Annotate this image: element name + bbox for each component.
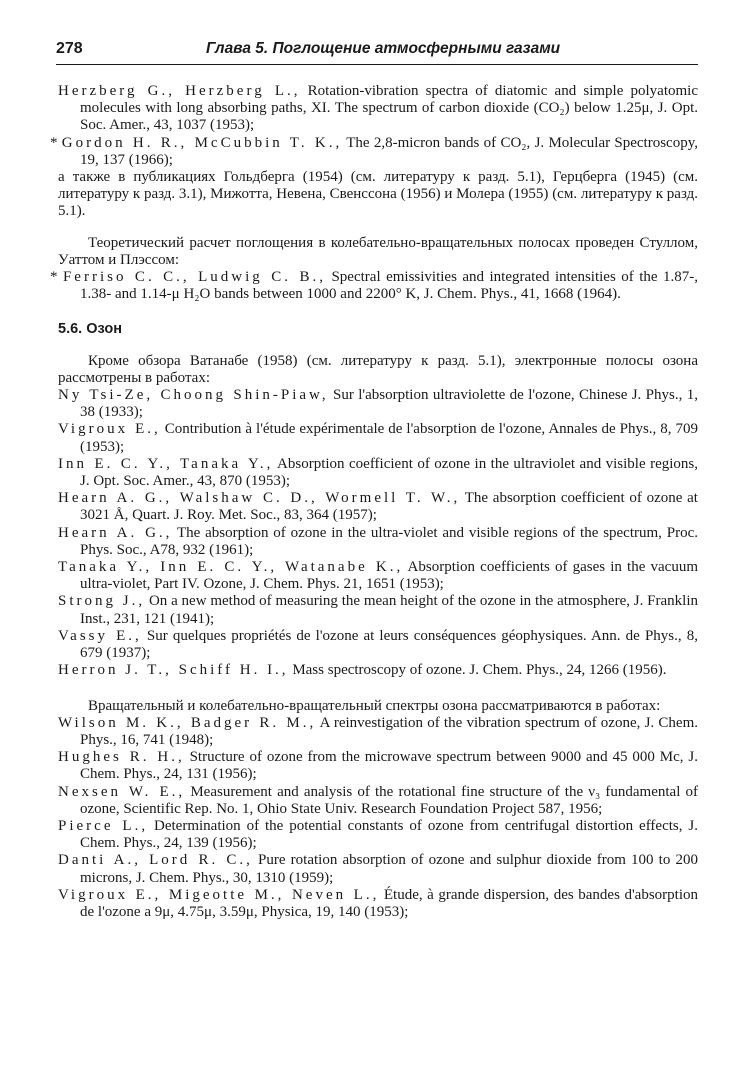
reference-item xyxy=(58,818,698,852)
reference-authors: Tanaka Y., Inn E. C. Y., Watanabe K., xyxy=(58,559,404,576)
reference-item xyxy=(58,662,698,679)
paragraph-rotational-intro: Вращательный и колебательно-вращательный спектры озона рассматриваются в работах: xyxy=(88,697,661,714)
reference-authors: Pierce L., xyxy=(58,817,149,834)
paragraph-theory-intro: Теоретический расчет поглощения в колебательно-вращательных полосах проведен Стуллом, Уаттом и Плэссом: xyxy=(58,234,698,268)
reference-text: Pure rotation absorption of ozone and sulphur dioxide from 100 to 200 microns, J. Chem. Phys., 30, 1310 (1959); xyxy=(80,852,698,886)
reference-text: Sur quelques propriétés de l'ozone at leurs conséquences géophysiques. Ann. de Phys., 8, 679 (1937); xyxy=(80,627,698,662)
reference-authors: Ferriso C. C., Ludwig C. B., xyxy=(62,269,326,286)
reference-authors: Danti A., Lord R. C., xyxy=(58,852,253,869)
reference-text: On a new method of measuring the mean height of the ozone in the atmosphere, J. Franklin Inst., 231, 121 (1941); xyxy=(80,593,698,627)
page-number: 278 xyxy=(56,40,83,57)
reference-text: Absorption coefficient of ozone in the ultraviolet and visible regions, J. Opt. Soc. Amer., 43, 870 (1953); xyxy=(80,455,698,490)
reference-text: Sur l'absorption ultraviolette de l'ozone, Chinese J. Phys., 1, 38 (1933); xyxy=(80,387,698,421)
reference-item xyxy=(58,593,698,627)
reference-text: The absorption of ozone in the ultra-violet and visible regions of the spectrum, Proc. Phys. Soc., A78, 932 (1961); xyxy=(80,524,699,558)
reference-item xyxy=(58,749,698,783)
reference-authors: Vigroux E., Migeotte M., Neven L., xyxy=(58,886,380,903)
reference-list-ozone-rotational xyxy=(58,715,698,921)
reference-authors: Wilson M. K., Badger R. M., xyxy=(58,714,317,731)
reference-item xyxy=(58,784,698,818)
reference-item xyxy=(58,490,698,524)
reference-item xyxy=(58,387,698,421)
page-body xyxy=(50,83,699,921)
reference-star: * xyxy=(50,134,62,151)
reference-authors: Nexsen W. E., xyxy=(58,783,186,800)
reference-text: Structure of ozone from the microwave spectrum between 9000 and 45 000 Mc, J. Chem. Phys., 24, 131 (1956); xyxy=(80,749,699,783)
reference-authors: Herron J. T., Schiff H. I., xyxy=(58,662,289,679)
reference-item xyxy=(58,421,698,455)
paragraph-note: а также в публикациях Гольдберга (1954) (см. литературу к разд. 5.1), Герцберга (1945) (см. литературу к разд. 3.1), Мижотта, Невена, Свенссона (1956) и Молера (1955) (см. литературу к разд. 5.1). xyxy=(58,169,698,220)
reference-text: Étude, à grande dispersion, des bandes d'absorption de l'ozone a 9μ, 4.75μ, 3.59μ, Physica, 19, 140 (1953); xyxy=(80,886,698,920)
reference-text: The absorption coefficient of ozone at 3021 Å, Quart. J. Roy. Met. Soc., 83, 364 (1957); xyxy=(80,490,698,524)
reference-item xyxy=(58,559,698,593)
reference-item xyxy=(58,628,698,662)
reference-authors: Hearn A. G., xyxy=(58,524,173,541)
page-header xyxy=(56,38,698,65)
reference-authors: Gordon H. R., McCubbin T. K., xyxy=(61,134,343,151)
reference-item xyxy=(58,715,698,749)
reference-item xyxy=(58,456,698,490)
reference-text: Determination of the potential constants of ozone from centrifugal distortion effects, J. Chem. Phys., 24, 139 (1956); xyxy=(80,817,698,852)
reference-text: Mass spectroscopy of ozone. J. Chem. Phys., 24, 1266 (1956). xyxy=(288,662,667,679)
reference-text: Spectral emissivities and integrated intensities of the 1.87-, 1.38- and 1.14-μ H₂O bands between 1000 and 2200° K, J. Chem. Phys., 41, 1668 (1964). xyxy=(80,269,698,303)
reference-text: Measurement and analysis of the rotational fine structure of the ν₃ fundamental of ozone, Scientific Rep. No. 1, Ohio State Univ. Research Foundation Project 587, 1956; xyxy=(80,783,698,817)
reference-text: A reinvestigation of the vibration spectrum of ozone, J. Chem. Phys., 16, 741 (1948); xyxy=(80,714,698,748)
reference-text: The 2,8-micron bands of CO₂, J. Molecular Spectroscopy, 19, 137 (1966); xyxy=(80,134,698,168)
paragraph-ozone-intro: Кроме обзора Ватанабе (1958) (см. литературу к разд. 5.1), электронные полосы озона рассмотрены в работах: xyxy=(58,352,698,386)
reference-text: Rotation-vibration spectra of diatomic and simple polyatomic molecules with long absorbing paths, XI. The spectrum of carbon dioxide (CO₂) below 1.25μ, J. Opt. Soc. Amer., 43, 1037 (1953); xyxy=(80,83,698,134)
reference-star: * xyxy=(50,269,63,286)
reference-item xyxy=(50,269,698,303)
reference-text: Absorption coefficients of gases in the vacuum ultra-violet, Part IV. Ozone, J. Chem. Phys. 21, 1651 (1953); xyxy=(80,559,698,593)
reference-authors: Strong J., xyxy=(58,593,146,610)
reference-item xyxy=(50,134,698,169)
reference-item xyxy=(58,83,698,135)
reference-authors: Hughes R. H., xyxy=(58,749,185,766)
reference-item xyxy=(58,852,698,886)
reference-authors: Vigroux E., xyxy=(58,421,161,438)
reference-text: Contribution à l'étude expérimentale de l'absorption de l'ozone, Annales de Phys., 8, 709 (1953); xyxy=(80,421,698,455)
running-head: Глава 5. Поглощение атмосферными газами xyxy=(206,40,561,57)
reference-authors: Vassy E., xyxy=(58,627,142,644)
reference-authors: Inn E. C. Y., Tanaka Y., xyxy=(58,455,274,472)
section-heading: 5.6. Озон xyxy=(58,321,122,338)
reference-authors: Hearn A. G., Walshaw C. D., Wormell T. W., xyxy=(58,490,461,507)
reference-authors: Herzberg G., Herzberg L., xyxy=(58,83,301,99)
reference-item xyxy=(58,887,698,921)
reference-list-ozone-electronic xyxy=(58,387,698,679)
reference-list-co2 xyxy=(50,83,698,169)
reference-authors: Ny Tsi-Ze, Choong Shin-Piaw, xyxy=(58,387,329,404)
reference-item xyxy=(58,525,698,559)
